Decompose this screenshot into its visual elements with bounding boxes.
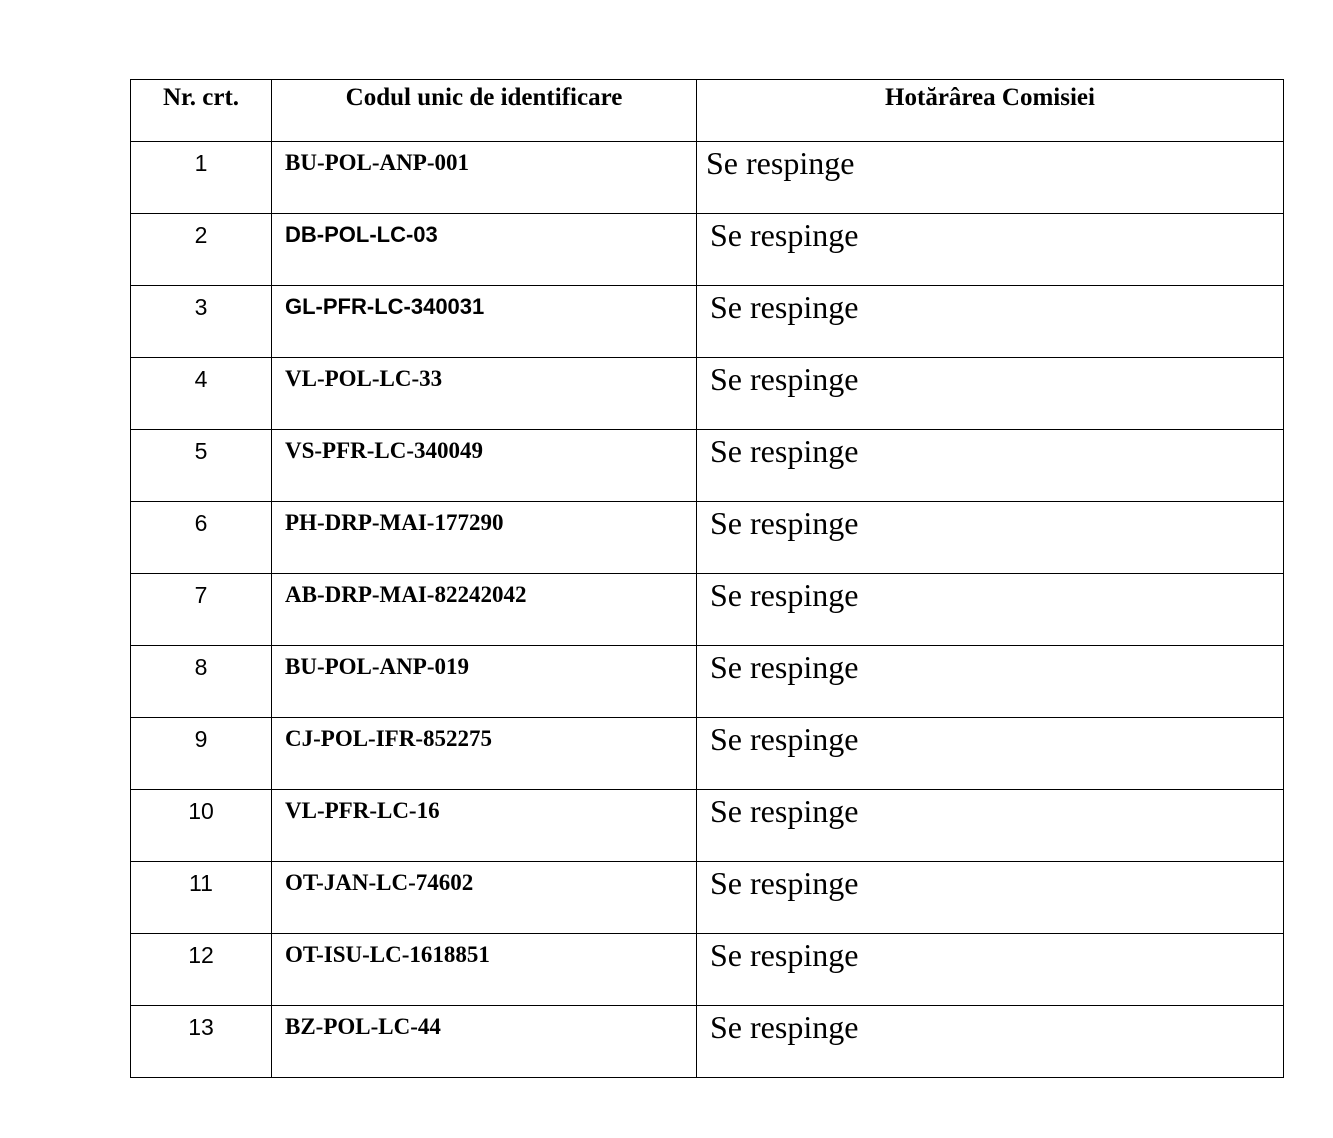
table-row <box>131 430 1284 502</box>
table-row <box>131 646 1284 718</box>
row-nr: 5 <box>131 430 272 502</box>
row-nr: 7 <box>131 574 272 646</box>
table-row <box>131 214 1284 286</box>
table-row <box>131 790 1284 862</box>
row-code: VL-POL-LC-33 <box>272 358 697 430</box>
table-header <box>131 80 1284 142</box>
row-decision: Se respinge <box>697 646 1284 718</box>
table-row <box>131 142 1284 214</box>
header-row <box>131 80 1284 142</box>
row-nr: 10 <box>131 790 272 862</box>
table-body <box>131 142 1284 1078</box>
row-nr: 3 <box>131 286 272 358</box>
table-row <box>131 286 1284 358</box>
row-decision: Se respinge <box>697 934 1284 1006</box>
row-nr: 1 <box>131 142 272 214</box>
decisions-table <box>130 79 1284 1078</box>
header-code: Codul unic de identificare <box>272 80 697 142</box>
row-decision: Se respinge <box>697 214 1284 286</box>
row-nr: 11 <box>131 862 272 934</box>
row-decision: Se respinge <box>697 358 1284 430</box>
row-code: BU-POL-ANP-001 <box>272 142 697 214</box>
row-decision: Se respinge <box>697 286 1284 358</box>
row-code: PH-DRP-MAI-177290 <box>272 502 697 574</box>
row-nr: 9 <box>131 718 272 790</box>
header-nr: Nr. crt. <box>131 80 272 142</box>
row-nr: 4 <box>131 358 272 430</box>
row-code: DB-POL-LC-03 <box>272 214 697 286</box>
row-nr: 13 <box>131 1006 272 1078</box>
row-code: GL-PFR-LC-340031 <box>272 286 697 358</box>
row-code: BZ-POL-LC-44 <box>272 1006 697 1078</box>
row-decision: Se respinge <box>697 862 1284 934</box>
table-row <box>131 718 1284 790</box>
row-decision: Se respinge <box>697 1006 1284 1078</box>
row-decision: Se respinge <box>697 142 1284 214</box>
table-row <box>131 502 1284 574</box>
row-nr: 2 <box>131 214 272 286</box>
row-nr: 8 <box>131 646 272 718</box>
row-decision: Se respinge <box>697 502 1284 574</box>
row-decision: Se respinge <box>697 430 1284 502</box>
row-code: VL-PFR-LC-16 <box>272 790 697 862</box>
row-nr: 6 <box>131 502 272 574</box>
header-decision: Hotărârea Comisiei <box>697 80 1284 142</box>
table-row <box>131 574 1284 646</box>
table-row <box>131 934 1284 1006</box>
table-row <box>131 358 1284 430</box>
row-decision: Se respinge <box>697 574 1284 646</box>
row-code: VS-PFR-LC-340049 <box>272 430 697 502</box>
row-code: AB-DRP-MAI-82242042 <box>272 574 697 646</box>
row-decision: Se respinge <box>697 718 1284 790</box>
table-row <box>131 862 1284 934</box>
row-code: BU-POL-ANP-019 <box>272 646 697 718</box>
table-row <box>131 1006 1284 1078</box>
row-code: OT-JAN-LC-74602 <box>272 862 697 934</box>
row-code: CJ-POL-IFR-852275 <box>272 718 697 790</box>
row-code: OT-ISU-LC-1618851 <box>272 934 697 1006</box>
row-nr: 12 <box>131 934 272 1006</box>
row-decision: Se respinge <box>697 790 1284 862</box>
